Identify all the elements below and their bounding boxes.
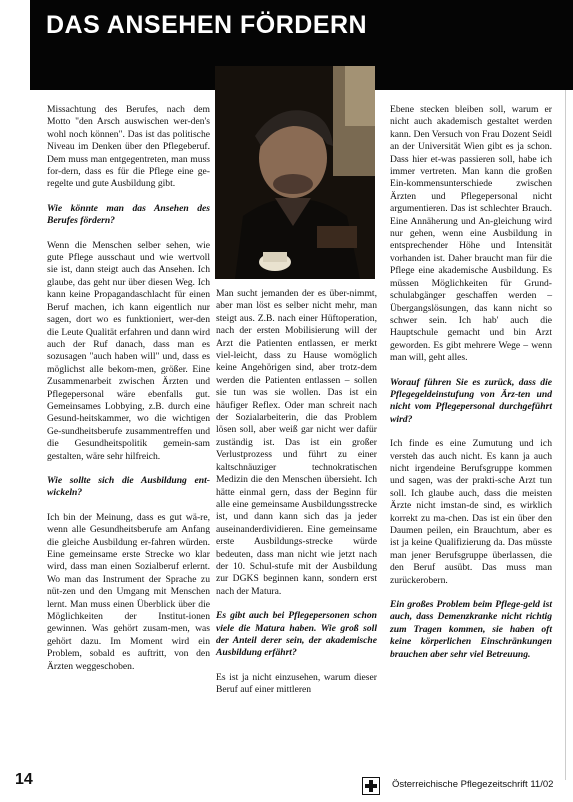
interview-question: Es gibt auch bei Pflegepersonen schon viele die Matura haben. Wie groß soll der Anteil derer sein, der akademische Ausbildung erfährt?: [216, 610, 377, 659]
page-edge-line: [565, 90, 566, 780]
text-column-3: [390, 104, 552, 673]
paragraph: Ich finde es eine Zumutung und ich versteh das auch nicht. Es kann ja auch nicht irgendeine Berufsgruppe kommen und sagen, was der prakti-sche Arzt tun soll. Ich glaube auch, dass die meisten Ärzte nicht imstan-de sind, es wirklich korrekt zu ma-chen. Das ist ein über den Daumen peilen, ein Brauchtum, aber es ist ja keine Qualifizierung da. Das müsste man jener Berufsgruppe überlassen, die den Beruf ausübt. Das muss man zurückerobern.: [390, 438, 552, 586]
paragraph: Ich bin der Meinung, dass es gut wä-re, wenn alle Gesundheitsberufe am Anfang die gleiche Ausbildung er-fahren würden. Eine gemeinsame erste Strecke wo klar wird, dass man einen Sozialberuf erlernt. Wo man das Instrument der Sprache zu nüt-zen und den Umgang mit Menschen lernt. Man muss einen Überblick über die Möglichkeiten der Institut-ionen gewinnen. Was gehört zusam-men, was gehört dazu. Im Moment wird ein Problem, sobald es auftritt, von den Ärzten weggeschoben.: [47, 511, 210, 672]
page-number: 14: [15, 771, 33, 788]
paragraph: Ebene stecken bleiben soll, warum er nicht auch akademisch gestaltet werden kann. Den Versuch von Frau Dozent Seidl an der Universität Wien gibt es ja schon. Dass hier et-was passieren soll, habe ich immer vertreten. Man kann die großen Ein-kommensunterschiede zwischen Ärzten und Pflegepersonal nicht argumentieren. Das ist schlechter Brauch. Eine Annäherung und An-gleichung wird nur gehen, wenn eine Ausbildung in entsprechender Höhe und Intensität vorhanden ist. Daher braucht man für die Pflege eine akademische Ausbildung. Es müssen Möglichkeiten für Grund-schulabgänger geschaffen werden – Übergangslösungen, das kann nicht so schwer sein. Ich hab' auch die Hauptschule gemacht und bin Arzt geworden. Es gibt mehrere Wege – wenn man will, geht alles.: [390, 104, 552, 364]
paragraph: Man sucht jemanden der es über-nimmt, aber man löst es selber nicht mehr, man steigt aus. Z.B. nach einer Hüftoperation, nach der ersten Mobilisierung will der Arzt die Patienten entlassen, er merkt viel-leicht, dass zu Hause womöglich keine Angehörigen sind, aber trotz-dem werden die Patienten entlassen – sollen sie tun was sie wollen. Das ist ein häufiger Reflex. Oder man schreit nach der Sozialarbeiterin, die das Problem lösen soll, aber weiß gar nicht wer dafür zuständig ist. Das ist ein großer Verlustprozess und führt zu einer kaltschnäuziger technokratischen Medizin die den Menschen übersieht. Ich hätte einmal gern, dass der Beginn für alle eine gemeinsame Ausbildungsstrecke ist, und dann kann sich das ja jeder auseinanderdividieren. Eine gemeinsame erste Ausbildungs-strecke würde bedeuten, dass man nicht wie jetzt nach der 10. Schul-stufe mit der Ausbildung zur DGKS beginnen kann, sondern erst nach der Matura.: [216, 288, 377, 597]
portrait-photo: [215, 66, 375, 279]
journal-logo-icon: [362, 777, 380, 795]
interview-question: Worauf führen Sie es zurück, dass die Pflegegeldeinstufung von Ärz-ten und nicht vom Pflegepersonal durchgeführt wird?: [390, 376, 552, 425]
paragraph: Es ist ja nicht einzusehen, warum dieser Beruf auf einer mittleren: [216, 671, 377, 696]
interview-question: Ein großes Problem beim Pflege-geld ist auch, dass Demenzkranke nicht richtig zum Tragen kommen, sie haben oft keine körperlichen Einschränkungen brauchen aber sehr viel Betreuung.: [390, 599, 552, 660]
portrait-image: [215, 66, 375, 279]
paragraph: Wenn die Menschen selber sehen, wie gute Pflege ausschaut und wie wertvoll sie ist, dann steigt auch das Ansehen. Ich glaube, das geht nur über diesen Weg. Ich kann keine Propagandaschlacht für einen Beruf machen, ich kann eigentlich nur sagen, dort wo es funktioniert, wer-den die Leute Qualität erfahren und dann wird auch der Ruf danach, dass man es sozusagen "auch haben will" und, dass es möglichst alle bekom-men, größer. Eine Zusammenarbeit zwischen Ärzten und Pflegepersonal wäre ebenfalls gut. Gemeinsames Lobbying, z.B. durch eine Gesund-heitskammer, wo die wichtigen Ge-sundheitsberufe zusammentreffen und die Gesundheitspolitik gemein-sam gestalten, wäre sehr hilfreich.: [47, 239, 210, 462]
interview-question: Wie sollte sich die Ausbildung ent-wickeln?: [47, 474, 210, 499]
text-column-2: [216, 288, 377, 709]
text-column-1: [47, 104, 210, 685]
paragraph: Missachtung des Berufes, nach dem Motto "den Arsch auswischen wer-den's wohl noch können". Das ist das politische Niveau im Denken über den Pflegeberuf. Dem muss man entgegentreten, man muss for-dern, dass es für die Pflege eine ge-regelte und gute Ausbildung gibt.: [47, 104, 210, 190]
journal-name: Österreichische Pflegezeitschrift 11/02: [392, 779, 554, 790]
page-title: DAS ANSEHEN FÖRDERN: [46, 11, 368, 39]
interview-question: Wie könnte man das Ansehen des Berufes fördern?: [47, 202, 210, 227]
